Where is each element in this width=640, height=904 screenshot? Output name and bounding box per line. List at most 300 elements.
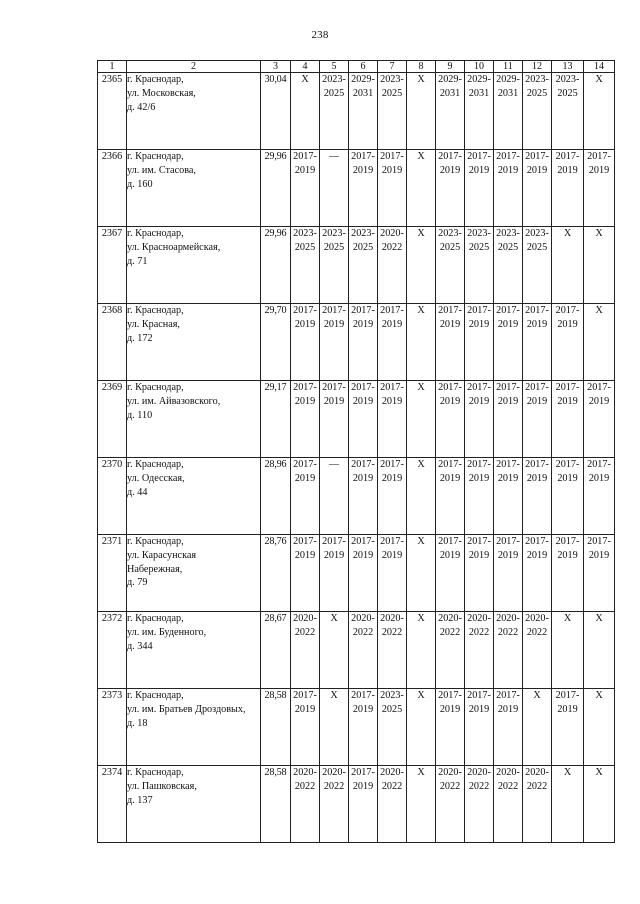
period-cell-col-5 (320, 766, 349, 843)
address-cell (127, 458, 261, 535)
period-cell-col-7 (378, 458, 407, 535)
table-row (98, 458, 615, 535)
period-value: 2023- 2025 (293, 228, 317, 253)
address-cell (127, 612, 261, 689)
period-cell-col-11 (494, 535, 523, 612)
period-value: 2017- 2019 (380, 536, 404, 561)
period-value: 2017- 2019 (496, 151, 520, 176)
period-cell-col-5 (320, 381, 349, 458)
area-cell: 29,96 (261, 227, 291, 304)
column-header-6: 6 (349, 61, 378, 73)
period-value: 2020- 2022 (293, 767, 317, 792)
period-value: 2017- 2019 (525, 459, 549, 484)
period-value: 2017- 2019 (587, 459, 611, 484)
table-row (98, 227, 615, 304)
period-value: — (328, 151, 340, 162)
column-header-3: 3 (261, 61, 291, 73)
address-line: г. Краснодар, (127, 767, 184, 778)
period-cell-col-7 (378, 304, 407, 381)
area-cell: 28,58 (261, 766, 291, 843)
period-cell-col-8 (407, 304, 436, 381)
period-value: 2023- 2025 (525, 74, 549, 99)
period-cell-col-13 (552, 227, 584, 304)
period-cell-col-4 (291, 689, 320, 766)
period-cell-col-12 (523, 73, 552, 150)
area-cell: 29,70 (261, 304, 291, 381)
period-value: 2020- 2022 (525, 767, 549, 792)
period-cell-col-9 (436, 227, 465, 304)
row-number: 2365 (98, 73, 127, 150)
row-number: 2374 (98, 766, 127, 843)
table-body (98, 73, 615, 843)
row-number: 2370 (98, 458, 127, 535)
address-line: д. 344 (127, 640, 153, 652)
period-cell-col-6 (349, 381, 378, 458)
period-value: Х (417, 459, 425, 470)
period-value: 2017- 2019 (351, 459, 375, 484)
period-cell-col-7 (378, 73, 407, 150)
period-value: 2017- 2019 (438, 151, 462, 176)
period-value: 2017- 2019 (467, 305, 491, 330)
table-row (98, 150, 615, 227)
address-line: г. Краснодар, (127, 459, 184, 470)
column-header-11: 11 (494, 61, 523, 73)
area-cell: 29,96 (261, 150, 291, 227)
period-cell-col-9 (436, 689, 465, 766)
period-cell-col-11 (494, 150, 523, 227)
column-header-5: 5 (320, 61, 349, 73)
header-row (98, 61, 615, 73)
period-value: 2020- 2022 (525, 613, 549, 638)
period-cell-col-7 (378, 381, 407, 458)
period-cell-col-12 (523, 689, 552, 766)
address-line: Набережная, (127, 563, 183, 575)
address-line: д. 79 (127, 577, 148, 589)
row-number: 2372 (98, 612, 127, 689)
period-cell-col-10 (465, 766, 494, 843)
row-number: 2371 (98, 535, 127, 612)
column-header-7: 7 (378, 61, 407, 73)
column-header-8: 8 (407, 61, 436, 73)
period-value: 2017- 2019 (555, 690, 580, 715)
period-value: 2017- 2019 (293, 690, 317, 715)
address-line: ул. им. Стасова, (127, 164, 196, 176)
address-line: г. Краснодар, (127, 690, 184, 701)
period-value: 2017- 2019 (380, 459, 404, 484)
period-cell-col-14 (584, 458, 615, 535)
period-value: 2017- 2019 (467, 151, 491, 176)
period-cell-col-9 (436, 535, 465, 612)
period-cell-col-5 (320, 458, 349, 535)
period-value: 2020- 2022 (380, 767, 404, 792)
period-value: 2017- 2019 (438, 690, 462, 715)
period-cell-col-4 (291, 381, 320, 458)
period-cell-col-13 (552, 73, 584, 150)
column-header-4: 4 (291, 61, 320, 73)
period-cell-col-13 (552, 304, 584, 381)
period-cell-col-7 (378, 689, 407, 766)
period-cell-col-12 (523, 458, 552, 535)
period-value: 2017- 2019 (351, 690, 375, 715)
area-cell: 29,17 (261, 381, 291, 458)
column-header-12: 12 (523, 61, 552, 73)
period-cell-col-7 (378, 150, 407, 227)
period-value: Х (417, 536, 425, 547)
period-cell-col-11 (494, 73, 523, 150)
period-cell-col-14 (584, 150, 615, 227)
period-value: — (328, 459, 340, 470)
period-value: Х (417, 382, 425, 393)
period-cell-col-5 (320, 689, 349, 766)
period-value: 2017- 2019 (467, 536, 491, 561)
address-line: г. Краснодар, (127, 613, 184, 624)
period-value: Х (330, 690, 338, 701)
period-cell-col-6 (349, 227, 378, 304)
row-number: 2369 (98, 381, 127, 458)
address-cell (127, 150, 261, 227)
period-value: 2029- 2031 (467, 74, 491, 99)
period-value: 2017- 2019 (467, 382, 491, 407)
period-value: 2023- 2025 (322, 74, 346, 99)
period-cell-col-5 (320, 227, 349, 304)
area-cell: 28,67 (261, 612, 291, 689)
address-line: г. Краснодар, (127, 228, 184, 239)
period-cell-col-14 (584, 612, 615, 689)
period-value: 2017- 2019 (293, 305, 317, 330)
address-line: ул. Пашковская, (127, 780, 197, 792)
period-value: 2017- 2019 (467, 690, 491, 715)
period-value: 2017- 2019 (555, 459, 580, 484)
period-cell-col-12 (523, 304, 552, 381)
period-value: 2017- 2019 (525, 536, 549, 561)
period-value: 2020- 2022 (467, 613, 491, 638)
period-value: Х (533, 690, 541, 701)
period-value: 2020- 2022 (438, 767, 462, 792)
period-value: 2017- 2019 (555, 536, 580, 561)
period-value: Х (301, 74, 309, 85)
period-cell-col-14 (584, 535, 615, 612)
address-line: г. Краснодар, (127, 74, 184, 85)
period-value: 2023- 2025 (351, 228, 375, 253)
period-cell-col-8 (407, 227, 436, 304)
period-value: Х (330, 613, 338, 624)
period-cell-col-10 (465, 150, 494, 227)
address-line: ул. Московская, (127, 87, 196, 99)
period-value: 2017- 2019 (293, 382, 317, 407)
period-cell-col-13 (552, 689, 584, 766)
period-cell-col-13 (552, 766, 584, 843)
column-header-14: 14 (584, 61, 615, 73)
period-value: Х (417, 151, 425, 162)
period-value: 2017- 2019 (555, 305, 580, 330)
period-cell-col-5 (320, 304, 349, 381)
period-cell-col-8 (407, 73, 436, 150)
period-value: Х (417, 613, 425, 624)
period-value: 2017- 2019 (496, 459, 520, 484)
period-cell-col-8 (407, 689, 436, 766)
period-cell-col-7 (378, 535, 407, 612)
period-cell-col-7 (378, 612, 407, 689)
table-row (98, 535, 615, 612)
period-cell-col-13 (552, 381, 584, 458)
period-cell-col-14 (584, 227, 615, 304)
area-cell: 28,76 (261, 535, 291, 612)
period-cell-col-12 (523, 150, 552, 227)
period-value: 2017- 2019 (438, 459, 462, 484)
period-cell-col-9 (436, 766, 465, 843)
period-value: 2017- 2019 (322, 382, 346, 407)
period-cell-col-11 (494, 381, 523, 458)
column-header-2: 2 (127, 61, 261, 73)
period-value: 2023- 2025 (380, 74, 404, 99)
period-value: Х (417, 305, 425, 316)
period-value: 2017- 2019 (438, 305, 462, 330)
address-line: д. 160 (127, 178, 153, 190)
period-value: 2023- 2025 (438, 228, 462, 253)
period-cell-col-13 (552, 535, 584, 612)
area-cell: 28,96 (261, 458, 291, 535)
period-value: 2017- 2019 (380, 305, 404, 330)
period-value: Х (563, 767, 572, 778)
row-number: 2366 (98, 150, 127, 227)
address-line: д. 172 (127, 332, 153, 344)
period-cell-col-14 (584, 381, 615, 458)
period-cell-col-8 (407, 612, 436, 689)
period-value: 2017- 2019 (438, 382, 462, 407)
period-value: 2029- 2031 (496, 74, 520, 99)
period-cell-col-13 (552, 458, 584, 535)
period-value: 2017- 2019 (587, 536, 611, 561)
address-line: д. 42/6 (127, 101, 156, 113)
period-value: 2017- 2019 (380, 151, 404, 176)
area-cell: 28,58 (261, 689, 291, 766)
period-cell-col-4 (291, 766, 320, 843)
period-cell-col-11 (494, 612, 523, 689)
period-cell-col-4 (291, 73, 320, 150)
period-value: 2023- 2025 (555, 74, 580, 99)
period-cell-col-13 (552, 612, 584, 689)
table-row (98, 304, 615, 381)
period-value: 2020- 2022 (438, 613, 462, 638)
period-cell-col-11 (494, 304, 523, 381)
period-value: 2023- 2025 (496, 228, 520, 253)
period-cell-col-10 (465, 227, 494, 304)
period-cell-col-5 (320, 612, 349, 689)
period-value: Х (417, 228, 425, 239)
period-value: 2017- 2019 (438, 536, 462, 561)
period-value: 2017- 2019 (293, 459, 317, 484)
period-value: 2017- 2019 (587, 151, 611, 176)
period-cell-col-9 (436, 150, 465, 227)
period-value: Х (595, 305, 603, 316)
period-cell-col-10 (465, 612, 494, 689)
period-value: Х (417, 767, 425, 778)
address-line: г. Краснодар, (127, 536, 184, 547)
period-cell-col-6 (349, 689, 378, 766)
period-cell-col-7 (378, 766, 407, 843)
period-cell-col-4 (291, 304, 320, 381)
address-line: ул. им. Братьев Дроздовых, (127, 703, 246, 715)
period-cell-col-14 (584, 73, 615, 150)
period-cell-col-8 (407, 766, 436, 843)
period-cell-col-9 (436, 304, 465, 381)
period-cell-col-11 (494, 458, 523, 535)
period-cell-col-6 (349, 458, 378, 535)
column-header-10: 10 (465, 61, 494, 73)
period-value: 2017- 2019 (351, 536, 375, 561)
period-value: 2020- 2022 (380, 228, 404, 253)
period-value: 2023- 2025 (380, 690, 404, 715)
period-value: 2020- 2022 (293, 613, 317, 638)
period-cell-col-14 (584, 766, 615, 843)
period-value: 2017- 2019 (587, 382, 611, 407)
address-line: д. 18 (127, 717, 148, 729)
address-cell (127, 304, 261, 381)
address-line: д. 137 (127, 794, 153, 806)
period-value: 2017- 2019 (351, 305, 375, 330)
period-cell-col-10 (465, 304, 494, 381)
period-cell-col-4 (291, 458, 320, 535)
period-value: 2020- 2022 (380, 613, 404, 638)
period-value: 2017- 2019 (525, 382, 549, 407)
table-row (98, 766, 615, 843)
period-value: 2020- 2022 (322, 767, 346, 792)
period-cell-col-10 (465, 73, 494, 150)
period-cell-col-12 (523, 535, 552, 612)
period-cell-col-10 (465, 689, 494, 766)
period-cell-col-6 (349, 304, 378, 381)
period-value: Х (595, 74, 603, 85)
period-value: 2017- 2019 (496, 305, 520, 330)
address-line: ул. Одесская, (127, 472, 185, 484)
period-cell-col-8 (407, 535, 436, 612)
period-cell-col-14 (584, 304, 615, 381)
period-cell-col-9 (436, 381, 465, 458)
period-value: Х (595, 767, 603, 778)
period-cell-col-11 (494, 689, 523, 766)
period-value: Х (563, 228, 572, 239)
period-value: 2020- 2022 (467, 767, 491, 792)
address-line: г. Краснодар, (127, 305, 184, 316)
table-row (98, 689, 615, 766)
period-cell-col-8 (407, 381, 436, 458)
table-row (98, 73, 615, 150)
period-value: 2023- 2025 (322, 228, 346, 253)
column-header-13: 13 (552, 61, 584, 73)
period-cell-col-6 (349, 612, 378, 689)
period-value: Х (563, 613, 572, 624)
period-cell-col-10 (465, 458, 494, 535)
period-value: 2017- 2019 (496, 690, 520, 715)
period-cell-col-13 (552, 150, 584, 227)
period-value: 2017- 2019 (380, 382, 404, 407)
period-value: 2017- 2019 (525, 151, 549, 176)
period-value: 2017- 2019 (351, 151, 375, 176)
period-cell-col-4 (291, 535, 320, 612)
period-cell-col-5 (320, 535, 349, 612)
address-cell (127, 73, 261, 150)
period-cell-col-9 (436, 458, 465, 535)
area-cell: 30,04 (261, 73, 291, 150)
period-value: 2020- 2022 (496, 767, 520, 792)
period-cell-col-8 (407, 458, 436, 535)
column-header-9: 9 (436, 61, 465, 73)
period-cell-col-4 (291, 612, 320, 689)
period-cell-col-8 (407, 150, 436, 227)
period-value: 2020- 2022 (496, 613, 520, 638)
repair-schedule-table (97, 60, 615, 843)
period-value: 2029- 2031 (351, 74, 375, 99)
period-value: 2017- 2019 (525, 305, 549, 330)
period-value: Х (417, 74, 425, 85)
period-cell-col-10 (465, 535, 494, 612)
period-value: 2029- 2031 (438, 74, 462, 99)
address-line: г. Краснодар, (127, 382, 184, 393)
period-cell-col-6 (349, 73, 378, 150)
period-value: 2017- 2019 (555, 151, 580, 176)
period-value: 2017- 2019 (351, 767, 375, 792)
period-value: 2017- 2019 (496, 536, 520, 561)
row-number: 2367 (98, 227, 127, 304)
address-line: ул. Красная, (127, 318, 180, 330)
address-cell (127, 381, 261, 458)
table-row (98, 381, 615, 458)
period-value: 2017- 2019 (322, 305, 346, 330)
address-line: д. 44 (127, 486, 148, 498)
period-cell-col-12 (523, 612, 552, 689)
address-cell (127, 227, 261, 304)
period-cell-col-5 (320, 150, 349, 227)
row-number: 2368 (98, 304, 127, 381)
period-value: 2017- 2019 (555, 382, 580, 407)
period-value: Х (595, 228, 603, 239)
address-cell (127, 689, 261, 766)
period-value: 2023- 2025 (467, 228, 491, 253)
period-value: 2017- 2019 (293, 151, 317, 176)
period-cell-col-6 (349, 535, 378, 612)
period-value: Х (595, 690, 603, 701)
address-cell (127, 766, 261, 843)
period-value: 2017- 2019 (496, 382, 520, 407)
period-cell-col-12 (523, 227, 552, 304)
period-cell-col-4 (291, 227, 320, 304)
period-cell-col-11 (494, 227, 523, 304)
address-line: ул. им. Буденного, (127, 626, 207, 638)
period-cell-col-11 (494, 766, 523, 843)
column-header-1: 1 (98, 61, 127, 73)
period-cell-col-9 (436, 612, 465, 689)
period-cell-col-7 (378, 227, 407, 304)
period-value: 2023- 2025 (525, 228, 549, 253)
address-line: г. Краснодар, (127, 151, 184, 162)
address-line: ул. Карасунская (127, 549, 197, 561)
period-cell-col-6 (349, 766, 378, 843)
address-line: д. 110 (127, 409, 153, 421)
period-value: Х (417, 690, 425, 701)
period-cell-col-14 (584, 689, 615, 766)
period-value: 2017- 2019 (351, 382, 375, 407)
period-cell-col-12 (523, 766, 552, 843)
period-value: Х (595, 613, 603, 624)
address-cell (127, 535, 261, 612)
period-cell-col-5 (320, 73, 349, 150)
period-cell-col-12 (523, 381, 552, 458)
period-value: 2020- 2022 (351, 613, 375, 638)
period-value: 2017- 2019 (467, 459, 491, 484)
period-cell-col-6 (349, 150, 378, 227)
page-number: 238 (311, 29, 329, 41)
period-cell-col-10 (465, 381, 494, 458)
